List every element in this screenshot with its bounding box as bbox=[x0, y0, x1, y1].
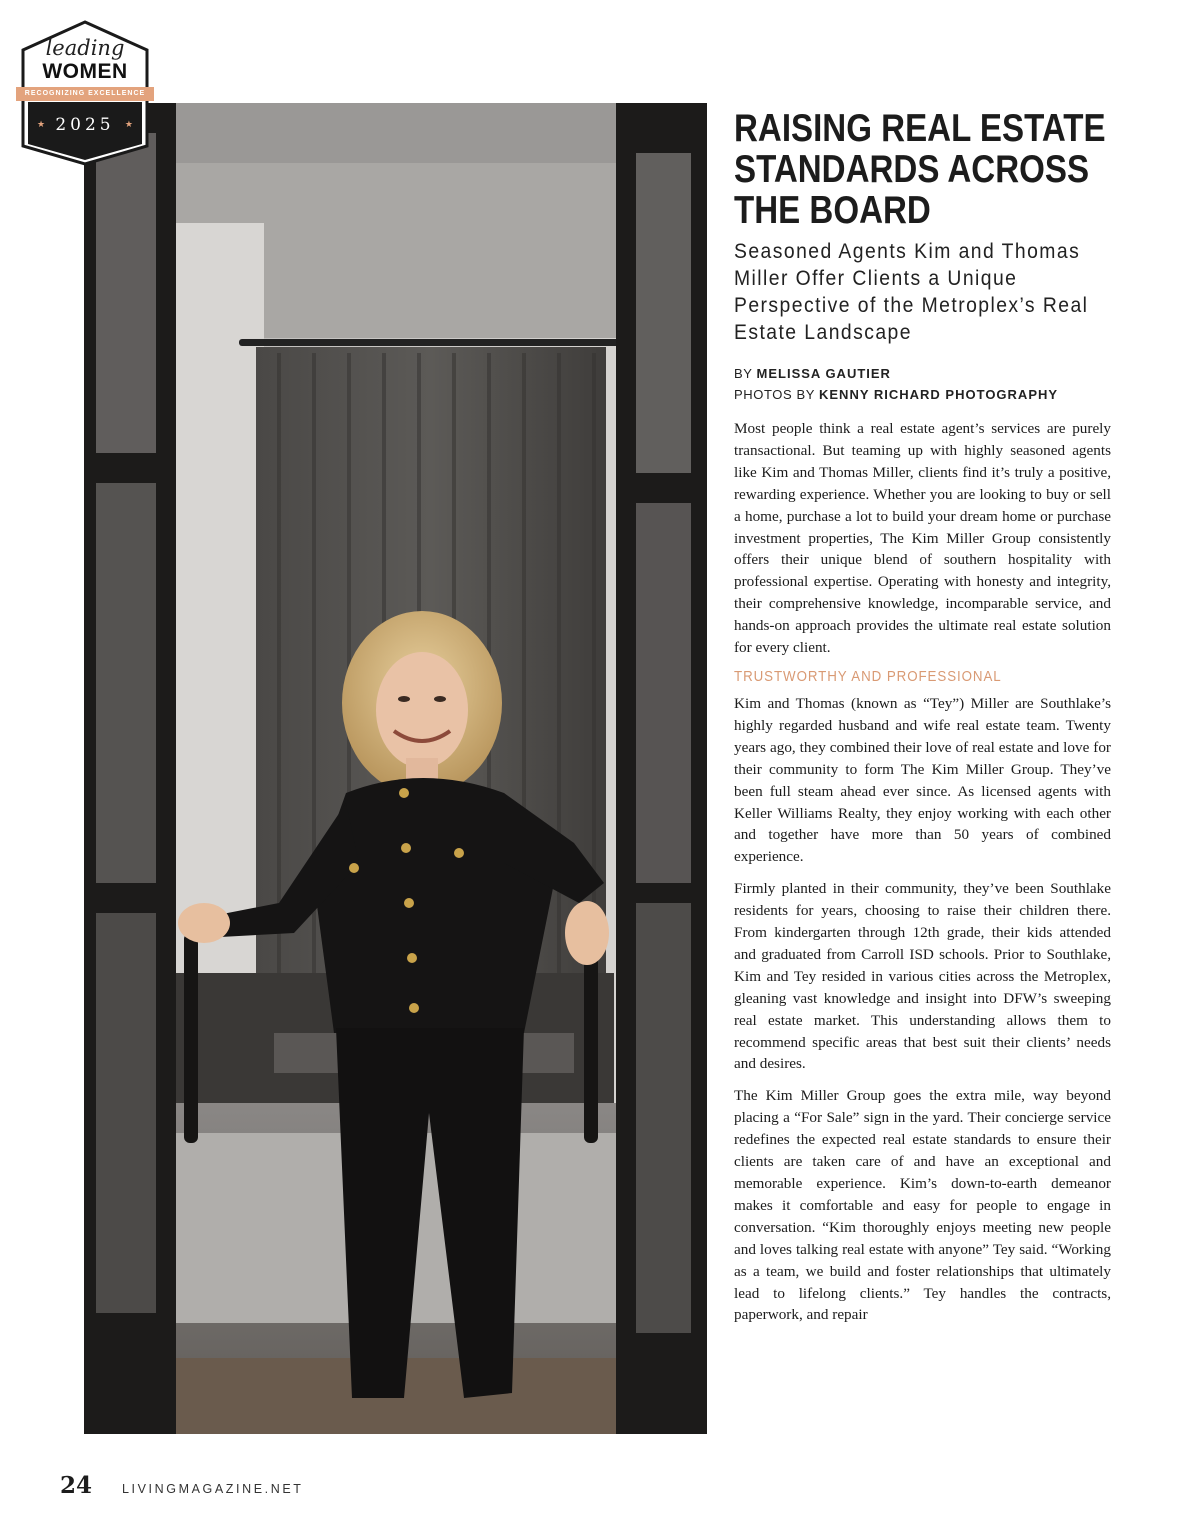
byline-author: MELISSA GAUTIER bbox=[756, 366, 891, 381]
article-headline: RAISING REAL ESTATE STANDARDS ACROSS THE BOARD bbox=[734, 107, 1106, 232]
star-icon: ★ bbox=[37, 119, 46, 129]
badge-script-text: leading bbox=[45, 36, 125, 60]
photo-credit-name: KENNY RICHARD PHOTOGRAPHY bbox=[819, 387, 1059, 402]
photo-credit-prefix: PHOTOS BY bbox=[734, 387, 819, 402]
article-column bbox=[734, 108, 1111, 1326]
section-subhead: TRUSTWORTHY AND PROFESSIONAL bbox=[734, 668, 1002, 685]
article-deck: Seasoned Agents Kim and Thomas Miller Offer Clients a Unique Perspective of the Metroplex’s Real Estate Landscape bbox=[734, 239, 1089, 344]
article-body bbox=[734, 418, 1111, 1326]
article-credits bbox=[734, 363, 1111, 405]
website-url: LIVINGMAGAZINE.NET bbox=[122, 1482, 304, 1496]
photo-credit bbox=[734, 384, 1111, 405]
badge-title-text: WOMEN bbox=[42, 60, 128, 83]
badge-year: 2025 bbox=[55, 115, 115, 135]
badge-ribbon: RECOGNIZING EXCELLENCE bbox=[16, 87, 154, 101]
byline bbox=[734, 363, 1111, 384]
star-icon: ★ bbox=[124, 119, 133, 129]
portrait-illustration bbox=[84, 103, 707, 1434]
leading-women-badge bbox=[16, 18, 154, 166]
body-paragraph: Kim and Thomas (known as “Tey”) Miller are Southlake’s highly regarded husband and wife real estate team. Twenty years ago, they combined their love of real estate and love for their community to form The Kim Miller Group. They’ve been full steam ahead ever since. As licensed agents with Keller Williams Realty, they enjoy working with each other and together have more than 50 years of combined experience. bbox=[734, 694, 1111, 866]
page-number: 24 bbox=[60, 1472, 93, 1499]
byline-prefix: BY bbox=[734, 366, 757, 381]
body-paragraph: Most people think a real estate agent’s services are purely transactional. But teaming up with highly seasoned agents like Kim and Thomas Miller, clients find it’s truly a positive, rewarding experience. Whether you are looking to buy or sell a home, purchase a lot to build your dream home or purchase investment properties, The Kim Miller Group consistently offers their unique blend of southern hospitality with professional expertise. Operating with honesty and integrity, their comprehensive knowledge, incomparable service, and hands-on approach provides the ultimate real estate solution for every client. bbox=[734, 420, 1111, 657]
body-paragraph: The Kim Miller Group goes the extra mile, way beyond placing a “For Sale” sign in the yard. Their concierge service redefines the expected real estate standards to ensure their clients are taken care of and have an exceptional and memorable experience. Kim’s down-to-earth demeanor makes it comfortable and easy for people to engage in conversation. “Kim thoroughly enjoys meeting new people and loves talking real estate with anyone” Tey said. “Working as a team, we build and foster relationships that ultimately lead to lifelong clients.” Tey handles the contracts, paperwork, and repair bbox=[734, 1087, 1111, 1324]
feature-photo bbox=[84, 103, 707, 1434]
body-paragraph: Firmly planted in their community, they’ve been Southlake residents for years, choosing to raise their children there. From kindergarten through 12th grade, their kids attended and graduated from Carroll ISD schools. Prior to Southlake, Kim and Tey resided in various cities across the Metroplex, gleaning vast knowledge and insight into DFW’s sweeping real estate market. This understanding allows them to recommend specific areas that best suit their clients’ needs and desires. bbox=[734, 880, 1111, 1073]
